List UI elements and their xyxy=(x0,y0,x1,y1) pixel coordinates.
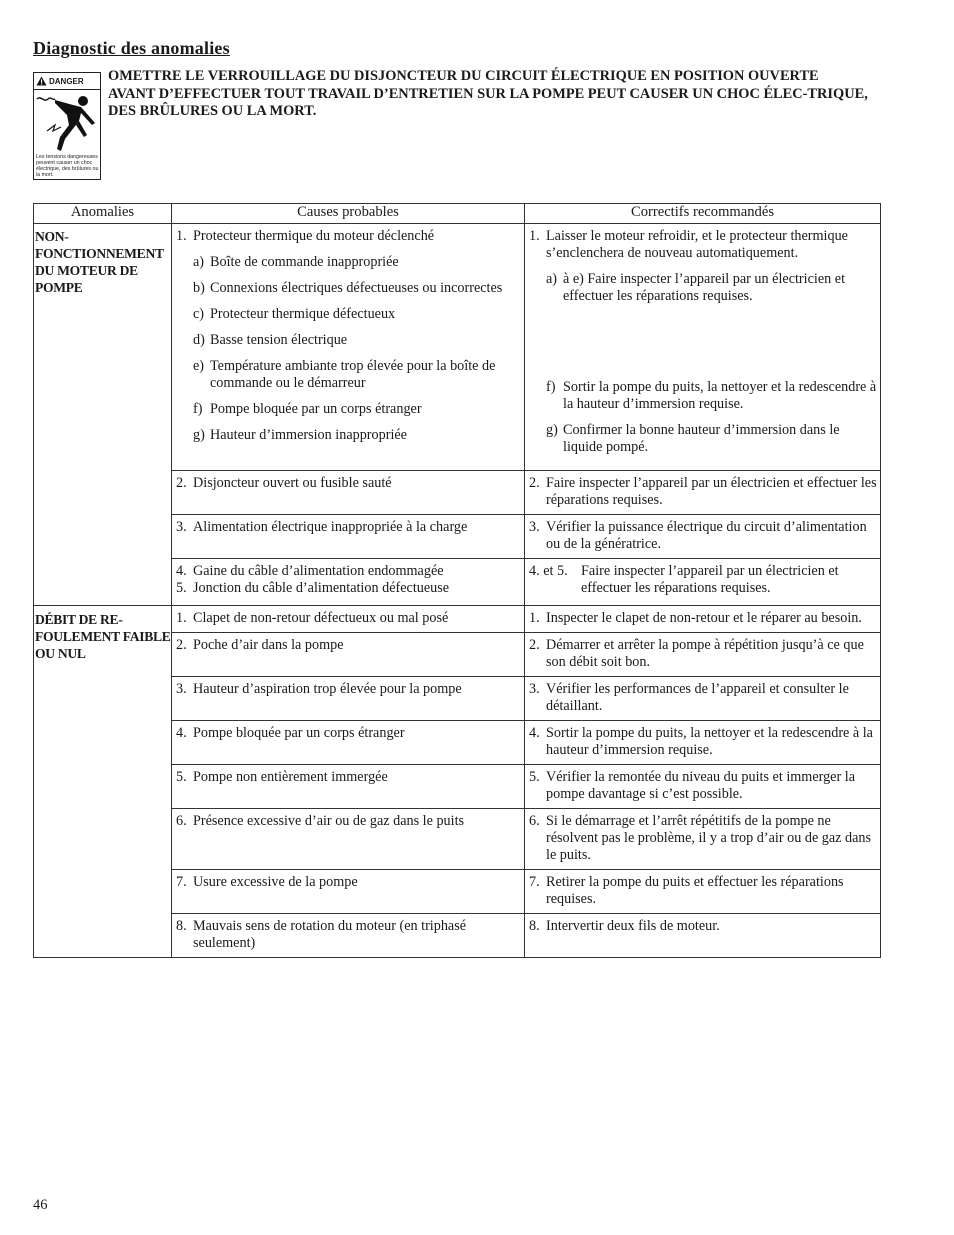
warning-triangle-icon xyxy=(36,76,47,86)
table-row: 8. Mauvais sens de rotation du moteur (en triphasé seulement) 8. Intervertir deux fils de moteur. xyxy=(34,914,881,958)
table-row: 3. Hauteur d’aspiration trop élevée pour la pompe 3. Vérifier les performances de l’appareil et consulter le détaillant. xyxy=(34,677,881,721)
list-item: a) à e) Faire inspecter l’appareil par un électricien et effectuer les réparations requises. xyxy=(546,271,846,304)
list-item: f) Pompe bloquée par un corps étranger xyxy=(193,401,422,417)
table-row: 4. Pompe bloquée par un corps étranger 4. Sortir la pompe du puits, la nettoyer et la redescendre à la hauteur d’immersion requise. xyxy=(34,721,881,765)
table-row: 3. Alimentation électrique inappropriée à la charge 3. Vérifier la puissance électrique du circuit d’alimentation ou de la génératrice. xyxy=(34,515,881,559)
cause-cell: 1. Protecteur thermique du moteur déclenché a) Boîte de commande inappropriée b) Connexions électriques défectueuses ou incorrectes c) Protecteur thermique défectueux d) Basse tension électrique e) Température ambiante trop élevée pour la boîte de commande ou le démarreur f) Pompe bloquée par un corps étranger g) Hauteur d’immersion inappropriée xyxy=(172,224,525,471)
table-row xyxy=(34,224,881,471)
fix-cell: 1. Laisser le moteur refroidir, et le protecteur thermique s’enclenchera de nouveau automatiquement. a) à e) Faire inspecter l’appareil par un électricien et effectuer les réparations requises. f) Sortir la pompe du puits, la nettoyer et la redescendre à la hauteur d’immersion requise. g) Confirmer la bonne hauteur d’immersion dans le liquide pompé. xyxy=(525,224,881,471)
anomaly-motor-not-running: NON-FONCTIONNEMENT DU MOTEUR DE POMPE xyxy=(34,224,172,606)
danger-caption: Les tensions dangereuses peuvent causer un choc électrique, des brûlures ou la mort. xyxy=(36,154,99,178)
header-correctifs: Correctifs recommandés xyxy=(525,204,881,224)
header-causes: Causes probables xyxy=(172,204,525,224)
danger-word: DANGER xyxy=(49,76,84,86)
list-item: a) Boîte de commande inappropriée xyxy=(193,254,399,270)
table-row: 5. Pompe non entièrement immergée 5. Vérifier la remontée du niveau du puits et immerger la pompe davantage si c’est possible. xyxy=(34,765,881,809)
table-row: 4. Gaine du câble d’alimentation endommagée 5. Jonction du câble d’alimentation défectueuse 4. et 5. Faire inspecter l’appareil par un électricien et effectuer les réparations requises. xyxy=(34,559,881,606)
table-row: 6. Présence excessive d’air ou de gaz dans le puits 6. Si le démarrage et l’arrêt répétitifs de la pompe ne résolvent pas le problème, il y a trop d’air ou de gaz dans le puits. xyxy=(34,809,881,870)
list-item: d) Basse tension électrique xyxy=(193,332,348,348)
anomaly-low-flow: DÉBIT DE RE-FOULEMENT FAIBLE OU NUL xyxy=(34,606,172,958)
list-item: e) Température ambiante trop élevée pour la boîte de commande ou le démarreur xyxy=(193,358,496,391)
electric-shock-icon xyxy=(35,91,101,157)
header-anomalies: Anomalies xyxy=(34,204,172,224)
list-item: g) Confirmer la bonne hauteur d’immersion dans le liquide pompé. xyxy=(546,422,840,455)
list-item: b) Connexions électriques défectueuses ou incorrectes xyxy=(193,280,503,296)
list-item: f) Sortir la pompe du puits, la nettoyer et la redescendre à la hauteur d’immersion requise. xyxy=(546,379,877,412)
table-header-row xyxy=(34,204,881,224)
danger-label xyxy=(33,72,101,180)
table-row: 2. Poche d’air dans la pompe 2. Démarrer et arrêter la pompe à répétition jusqu’à ce que son débit soit bon. xyxy=(34,633,881,677)
list-item: c) Protecteur thermique défectueux xyxy=(193,306,396,322)
table-row: 2. Disjoncteur ouvert ou fusible sauté 2. Faire inspecter l’appareil par un électricien et effectuer les réparations requises. xyxy=(34,471,881,515)
page-title: Diagnostic des anomalies xyxy=(33,38,230,58)
table-row: DÉBIT DE RE-FOULEMENT FAIBLE OU NUL 1. Clapet de non-retour défectueux ou mal posé 1. Inspecter le clapet de non-retour et le réparer au besoin. xyxy=(34,606,881,633)
troubleshooting-table xyxy=(33,203,881,958)
page-number: 46 xyxy=(33,1197,48,1213)
danger-warning-text: OMETTRE LE VERROUILLAGE DU DISJONCTEUR DU CIRCUIT ÉLECTRIQUE EN POSITION OUVERTE AVANT D’EFFECTUER TOUT TRAVAIL D’ENTRETIEN SUR LA POMPE PEUT CAUSER UN CHOC ÉLEC-TRIQUE, DES BRÛLURES OU LA MORT. xyxy=(108,68,868,119)
list-item: g) Hauteur d’immersion inappropriée xyxy=(193,427,407,443)
table-row: 7. Usure excessive de la pompe 7. Retirer la pompe du puits et effectuer les réparations requises. xyxy=(34,870,881,914)
